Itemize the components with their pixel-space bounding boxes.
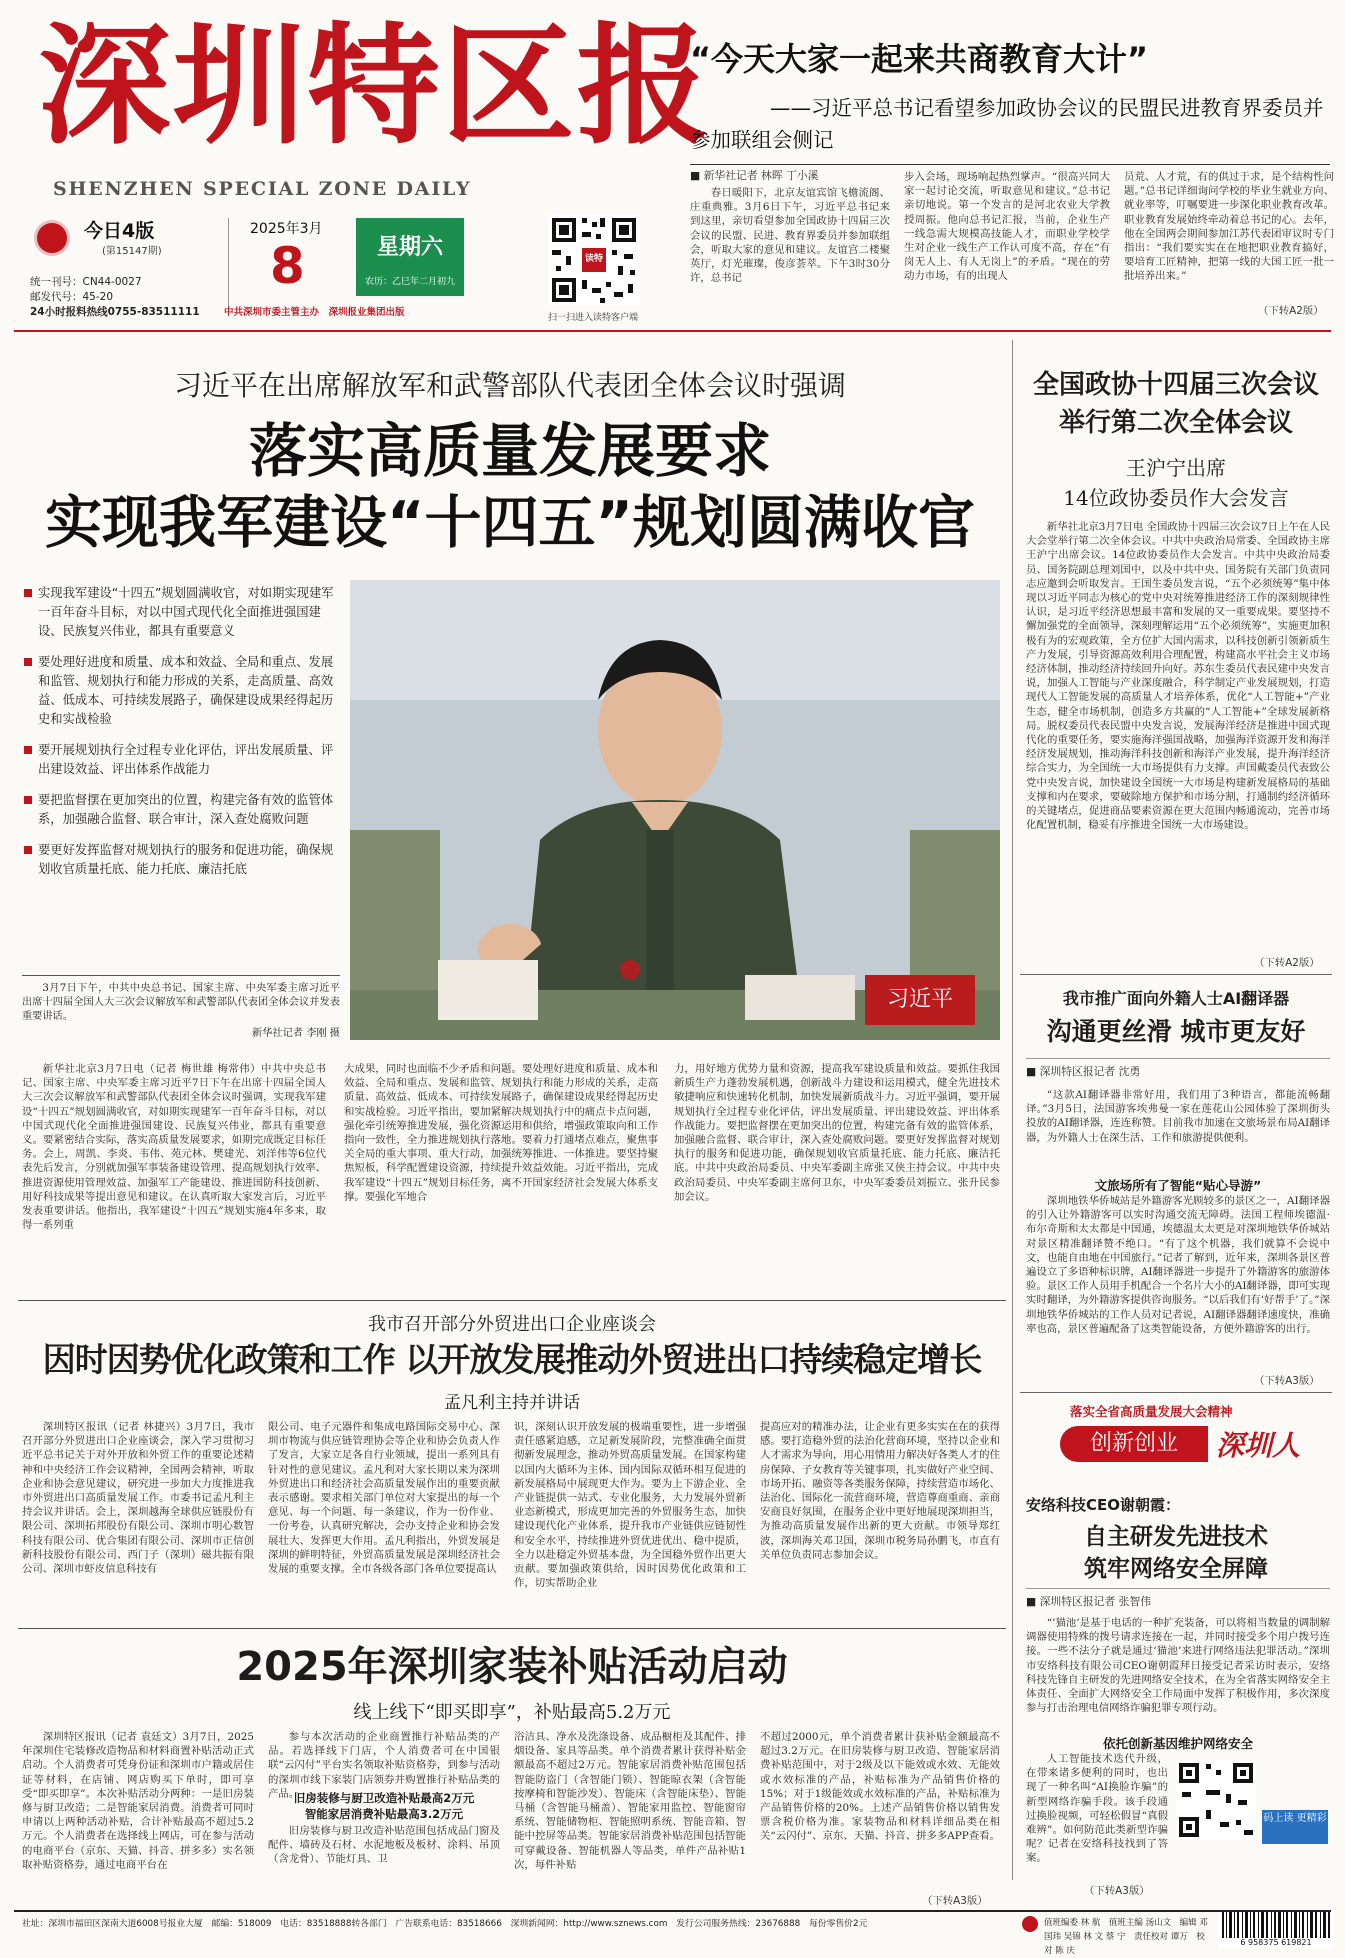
masthead-title: 深圳特区报 (38, 9, 712, 162)
barcode-icon (1218, 1912, 1334, 1938)
subsidy-headline: 2025年深圳家装补贴活动启动 (236, 1644, 788, 1690)
cyber-banner-line-1: 落实全省高质量发展大会精神 (1070, 1404, 1233, 1419)
masthead-qr-code[interactable] (548, 214, 640, 306)
nameplate-text: 习近平 (886, 987, 953, 1012)
trade-col4: 提高应对的精准办法，让企业有更多实实在在的获得感。要打造稳外贸的法治化营商环境，坚持以企业和人才需求为导向，用心用情用力解决好各类人才的住房保障、子女教育等关键事项，扎实做好产业空间、市场开拓、融资等各类服务保障，持续营造市场化、法治化、国际化一流营商环境，营造尊商重商、亲商安商良好氛围，在服务企业中更好地展现深圳担当，为推动高质量发展作出新的更大贡献。市领导郑红波，深圳海关邓卫国，深圳市税务局孙鹏飞，市直有关单位负责同志参加会议。 (760, 1421, 1000, 1561)
trade-kicker: 我市召开部分外贸进出口企业座谈会 (368, 1314, 656, 1335)
subsidy-col2b: 旧房装修与厨卫改造补贴范围包括成品门窗及配件、墙砖及石材、水泥地板及板材、涂料、吊顶（含龙骨）、节能灯具、卫 (268, 1825, 500, 1866)
top-story-col2: 步入会场，现场响起热烈掌声。“很高兴同大家一起讨论交流，听取意见和建议。”总书记亲切地说。第一个发言的是河北农业大学教授周振。他向总书记汇报，当前，企业生产一线急需大规模高技能人才，而职业学校学生对企业一线生产工作认可度不高，存在“有岗无人上、有人无岗上”的矛盾。“现在的劳动力市场，有的出现人 (904, 171, 1110, 283)
lead-bullets (22, 584, 340, 891)
speaker-photo-illustration (350, 580, 1000, 1040)
lead-headline-2: 实现我军建设“十四五”规划圆满收官 (45, 490, 975, 556)
trade-col1: 深圳特区报讯（记者 林捷兴）3月7日，我市召开部分外贸进出口企业座谈会，深入学习贯彻习近平总书记关于对外开放和外贸工作的重要论述精神和中央经济工作会议精神，全国两会精神，听取企业和协会意见建议，研究进一步加大力度推进我市外贸进出口高质量发展工作。市委书记孟凡利主持会议并讲话。会上，深圳越海全球供应链股份有限公司、深圳拓邦股份有限公司、深圳市明心数智科技有限公司、优合集团有限公司、深圳市正信创新科技股份有限公司、西门子（深圳）磁共振有限公司、深圳市虾皮信息科技有 (22, 1421, 254, 1576)
subsidy-col4: 不超过2000元，单个消费者累计获补贴金额最高不超过3.2万元。在旧房装修与厨卫改造、智能家居消费补贴范围中，对于2级及以下能效或水效、无能效或水效标准的产品，补贴标准为产品销售价格的15%；对于1级能效或水效标准的产品，补贴标准为产品销售价格的20%。上述产品销售价格以销售发票含税价格为准。家装物品和材料详细品类在相关“云闪付”、京东、天猫、抖音、拼多多APP查看。 (760, 1731, 1000, 1843)
cyber-headline-1: 自主研发先进技术 (1084, 1524, 1268, 1550)
top-story-byline: ■ 新华社记者 林晖 丁小溪 (690, 168, 818, 184)
trade-headline: 因时因势优化政策和工作 以开放发展推动外贸进出口持续稳定增长 (42, 1340, 982, 1379)
ai-byline: ■ 深圳特区报记者 沈勇 (1026, 1064, 1140, 1080)
qr-center-label: 读特 (584, 254, 603, 264)
trade-sub: 孟凡利主持并讲话 (444, 1393, 580, 1413)
lead-photo-credit: 新华社记者 李刚 摄 (252, 1028, 340, 1039)
hotline: 24小时报料热线0755-83511111 (30, 306, 200, 318)
weekday-box (356, 218, 464, 296)
qr-caption: 扫一扫进入读特客户端 (548, 313, 639, 323)
weekday: 星期六 (376, 235, 443, 260)
top-story-headline: “今天大家一起来共商教育大计” (690, 40, 1149, 78)
cppcc-jump[interactable]: （下转A2版） (1254, 957, 1320, 969)
lead-kicker: 习近平在出席解放军和武警部队代表团全体会议时强调 (173, 369, 846, 402)
cppcc-body: 新华社北京3月7日电 全国政协十四届三次会议7日上午在人民大会堂举行第二次全体会议。中共中央政治局常委、全国政协主席王沪宁出席会议。14位政协委员作大会发言。中共中央政治局委员、国务院副总理刘国中，以及中共中央、国务院有关部门负责同志应邀到会听取发言。王国生委员发言说，“五个必须统筹”集中体现以习近平同志为核心的党中央对统筹推进经济工作的深刻规律性认识，是习近平经济思想最丰富和发展的又一重要成果。要坚持不懈加强党的全面领导，深刻理解运用“五个必须统筹”，实施更加积极有为的宏观政策，全方位扩大国内需求，以科技创新引领新质生产力发展，引导资源高效利用合理配置，构建高水平社会主义市场经济体制，推动经济持续回升向好。苏东生委员代表民建中央发言说，加强人工智能与产业深度融合，科学制定产业发展规划，打造现代人工智能发展的高质量人才培养体系，优化“人工智能+”产业生态，健全市场机制，创造多方共赢的“人工智能+”全球发展新格局。脱权委员代表民盟中央发言说，发展海洋经济是推进中国式现代化的重要任务，要实施海洋强国战略，加强海洋资源开发和海洋经济发展规划，推动海洋科技创新和海洋产业发展，提升海洋经济综合实力，为全国统一大市场提供有力支撑。声国戴委员代表致公党中央发言说，加快建设全国统一大市场是构建新发展格局的基础支撑和内在要求，要破除地方保护和市场分割，打通制约经济循环的关键堵点，促进商品要素资源在更大范围内畅通流动，完善市场化配置机制，稳妥有序推进全国统一大市场建设。 (1026, 521, 1330, 832)
masthead-english: SHENZHEN SPECIAL ZONE DAILY (53, 178, 472, 200)
top-story-subhead: ——习近平总书记看望参加政协会议的民盟民进教育界委员并参加联组会侧记 (690, 96, 1324, 152)
cyber-banner (1040, 1402, 1322, 1474)
cppcc-sub-1: 王沪宁出席 (1126, 456, 1226, 480)
cyber-byline: ■ 深圳特区报记者 张智伟 (1026, 1594, 1151, 1610)
trade-col2: 限公司、电子元器件和集成电路国际交易中心、深圳市物流与供应链管理协会等企业和协会负责人作了发言，大家立足各自行业领域，提出一系列具有针对性的意见建议。孟凡利对大家长期以来为深圳外贸进出口和经济社会高质量发展作出的重要贡献表示感谢。要求相关部门单位对大家提出的每一个意见、每一个问题、每一条建议，作为一份作业、一份考卷，认真研究解决，会办支持企业和协会发展壮大、发挥更大作用。孟凡利指出，外贸发展是深圳的鲜明特征，外贸高质量发展是深圳经济社会发展的重要支撑。全市各级各部门各单位要提高认 (268, 1421, 500, 1576)
cppcc-headline-1: 全国政协十四届三次会议 (1032, 370, 1319, 400)
qr-code-icon (1176, 1760, 1256, 1840)
cyber-jump[interactable]: （下转A3版） (1084, 1885, 1150, 1897)
footer-staff: 值班编委 林 航 值班主编 汤山文 编辑 邓国玮 吴锦 林 文 蔡 宁 责任校对 谭万 校对 陈 庆 (1044, 1918, 1208, 1956)
subsidy-col3: 浴洁具、净水及洗涤设备、成品橱柜及其配件、排烟设备、家具等品类。单个消费者累计获得补贴金额最高不超过2万元。智能家居消费补贴范围包括智能防盗门（含智能门锁）、智能晾衣架（含智能按摩椅和智能沙发）、智能床（含智能床垫）、智能马桶（含智能马桶盖）、智能家用监控、智能窗帘系统、智能储物柜、智能照明系统、智能音箱、智能中控屏等品类。智能家居消费补贴范围包括智能可穿戴设备、智能机器人等品类，单件产品补贴1次，每件补贴 (514, 1731, 746, 1871)
cyber-banner-line-2: 创新创业 (1089, 1431, 1178, 1456)
ai-subhead: 文旅场所有了智能“贴心导游” (1094, 1178, 1262, 1193)
reg-number: 统一刊号：CN44-0027 (30, 276, 142, 288)
lead-photo-caption: 3月7日下午，中共中央总书记、国家主席、中央军委主席习近平出席十四届全国人大三次会议解放军和武警部队代表团全体会议并发表重要讲话。 (22, 983, 340, 1022)
ai-body-1: “这款AI翻译器非常好用，我们用了3种语言，都能流畅翻译。”3月5日，法国游客埃弗曼一家在莲花山公园体验了深圳街头投放的AI翻译器，连连称赞。目前我市加速在文旅场景布局AI翻译器，为外籍人士在深生活、工作和旅游提供便利。 (1026, 1089, 1330, 1144)
post-code: 邮发代号：45-20 (30, 291, 114, 303)
barcode (1218, 1912, 1334, 1948)
date-day: 8 (270, 237, 305, 295)
cyber-body-1: “‘猫池’是基于电话的一种扩充装备，可以将相当数量的调制解调器使用特殊的拨号请求连接在一起，并同时接受多个用户拨号连接。一些不法分子就是通过‘猫池’来进行网络违法犯罪活动。”深圳市安络科技有限公司CEO谢朝霞拜日接受记者采访时表示，安络科技先锋自主研发的先进网络安全技术，在为全省落实网络安全主体责任、全面扩大网络安全工作局面中发挥了积极作用，多次深度参与打击治理电信网络诈骗犯罪专项行动。 (1026, 1617, 1330, 1715)
edition-logo-icon (34, 220, 70, 256)
subsidy-col2-sub-2: 智能家居消费补贴最高3.2万元 (304, 1807, 464, 1821)
subsidy-sub: 线上线下“即买即享”，补贴最高5.2万元 (353, 1702, 671, 1723)
edition-count: 今日4版 (84, 220, 155, 242)
cyber-headline-2: 筑牢网络安全屏障 (1084, 1556, 1268, 1582)
top-story-col1: 春日暖阳下，北京友谊宾馆飞檐流阁、庄重典雅。3月6日下午，习近平总书记来到这里，亲切看望参加全国政协十四届三次会议的民盟、民进、教育界委员并参加联组会，听取大家的意见和建议。友谊宫二楼聚英厅，灯光璀璨，俊彦荟萃。下午3时30分许，总书记 (690, 187, 890, 285)
cyber-qr-label-text: 码上读 更精彩 (1263, 1813, 1327, 1824)
cppcc-headline-2: 举行第二次全体会议 (1058, 408, 1293, 438)
issue-number: (第15147期) (102, 246, 162, 257)
cyber-qr-code[interactable] (1176, 1760, 1256, 1840)
lead-body-col3: 力，用好地方优势力量和资源，提高我军建设质量和效益。要抓住我国新质生产力蓬勃发展机遇，创新战斗力建设和运用模式，健全先进技术敏捷响应和快速转化机制，加快发展新质战斗力。习近平强调，要开展规划执行全过程专业化评估，评出发展质量、评出建设效益、评出体系作战能力。要把监督摆在更加突出的位置，构建完备有效的监管体系，加强融合监督、联合审计，深入查处腐败问题。要更好发挥监督对规划执行的服务和促进功能，确保规划收官质量托底、能力托底、廉洁托底。中共中央政治局委员、中央军委副主席张又侠主持会议。中共中央政治局委员、中央军委副主席何卫东，中央军委委员刘振立、张升民参加会议。 (674, 1063, 1000, 1203)
cyber-banner-line-3: 深圳人 (1216, 1429, 1301, 1462)
lead-photo (350, 580, 1000, 1040)
lead-body-col1: 新华社北京3月7日电（记者 梅世雄 梅常伟）中共中央总书记、国家主席、中央军委主席习近平7日下午在出席十四届全国人大三次会议解放军和武警部队代表团全体会议时强调，实现我军建设“十四五”规划圆满收官，对如期实现建军一百年奋斗目标，对以中国式现代化全面推进强国建设、民族复兴伟业，都具有重要意义。要紧密结合实际，落实高质量发展要求，如期完成既定目标任务。会上，周凯、李炎、韦伟、苑元林、樊建光、刘洋伟等6位代表先后发言，分别就加强军事装备建设管理、提高规划执行效率、推进资源使用管理效益、加强军工产能建设、推进国防科技创新、用好科技成果等提出意见和建议。在认真听取大家发言后，习近平发表重要讲话。他指出，我军建设“十四五”规划实施4年多来，取得一系列重 (22, 1063, 326, 1232)
cyber-subhead: 依托创新基因维护网络安全 (1102, 1736, 1253, 1751)
lunar-date: 农历：乙巳年二月初九 (364, 277, 455, 287)
ai-body-2: 深圳地铁华侨城站是外籍游客光顾较多的景区之一，AI翻译器的引入让外籍游客可以实时沟通交流无障碍。法国工程师埃德温·布尔奇斯和太太都是中国通，埃德温太太更是对深圳地铁华侨城站对景区精准翻译赞不绝口。“有了这个机器，我们就算不会说中文，也能自由地在中国旅行。”记者了解到，近年来，深圳各景区普遍设立了多语种标识牌，AI翻译器进一步提升了外籍游客的旅游体验。景区工作人员用手机配合一个名片大小的AI翻译器，即可实现实时翻译，为外籍游客提供咨询服务。“以后我们有‘好帮手’了。”深圳地铁华侨城站的工作人员对记者说，AI翻译器翻译速度快，准确率也高，景区普遍配备了这类智能设备，方便外籍游客的出行。 (1026, 1195, 1330, 1335)
nameplate (865, 975, 975, 1025)
top-story-col3: 员荒、人才荒，有的供过于求，是个结构性问题。”总书记详细询问学校的毕业生就业方向、就业率等，叮嘱要进一步深化职业教育改革。职业教育发展始终牵动着总书记的心。去年，他在全国两会期间参加江苏代表团审议时专门指出：“我们要实实在在地把职业教育搞好，要培育工匠精神，把第一线的大国工匠一批一批培养出来。” (1124, 171, 1334, 283)
lead-bullet: 要更好发挥监督对规划执行的服务和促进功能，确保规划收官质量托底、能力托底、廉洁托底 (22, 841, 340, 879)
subsidy-col1: 深圳特区报讯（记者 袁廷文）3月7日，2025年深圳住宅装修改造物品和材料商置补贴活动正式启动。个人消费者可凭身份证和深圳市户籍或居住证等材料，在店铺、网店购买下单时，即可享受“即买即享”。本次补贴活动分两种：一是旧房装修与厨卫改造；二是智能家居消费。消费者可同时申请以上两种活动补贴，合计补贴最高不超过5.2万元。个人消费者在选择线上网店，可在参与活动的电商平台（京东、天猫、抖音、拼多多）实名领取补贴资格券，通过电商平台在 (22, 1731, 254, 1871)
subsidy-jump[interactable]: （下转A3版） (922, 1895, 988, 1907)
footer-imprint: 社址：深圳市福田区深南大道6008号报业大厦 邮编：518009 电话：83518888转各部门 广告联系电话：83518666 深圳新闻网：http://www.sznews.com 发行公司服务热线：23676888 每份零售价2元 (22, 1919, 868, 1929)
lead-body-col2: 大成果，同时也面临不少矛盾和问题。要处理好进度和质量、成本和效益、全局和重点、发展和监管、规划执行和能力形成的关系，走高质量、高效益、低成本、可持续发展路子，确保建设成果经得起历史和实战检验。习近平指出，要加紧解决规划执行中的痛点卡点问题，强化牵引统筹推进发展，强化资源运用和供给，增强政策取向和工作指向一致性，全力推进规划执行落地。要着力打通堵点难点，聚焦事关全局的重大事项、重大行动，加强统筹推进、一体推进。要坚持聚焦短板，科学配置建设资源，持续提升效益效能。习近平指出，完成我军建设“十四五”规划目标任务，离不开国家经济社会发展大体系支撑。要强化军地合 (344, 1063, 658, 1203)
lead-bullet: 要开展规划执行全过程专业化评估，评出发展质量、评出建设效益、评出体系作战能力 (22, 741, 340, 779)
footer-logo-icon (1022, 1916, 1038, 1932)
subsidy-col2: 参与本次活动的企业商置推行补贴品类的产品。若选择线下门店，个人消费者可在中国银联“云闪付”平台实名领取补贴资格券，到参与活动的深圳市线下家装门店领券并购置推行补贴品类的产品。 (268, 1731, 500, 1800)
lead-bullet: 实现我军建设“十四五”规划圆满收官，对如期实现建军一百年奋斗目标，对以中国式现代化全面推进强国建设、民族复兴伟业，都具有重要意义 (22, 584, 340, 641)
lead-bullet: 要把监督摆在更加突出的位置，构建完备有效的监管体系，加强融合监督、联合审计，深入查处腐败问题 (22, 791, 340, 829)
cyber-kicker: 安络科技CEO谢朝霞： (1026, 1496, 1181, 1514)
cyber-banner-red (1060, 1426, 1208, 1462)
cyber-qr-label (1262, 1810, 1328, 1844)
date-year-month: 2025年3月 (250, 221, 323, 237)
ai-kicker: 我市推广面向外籍人士AI翻译器 (1062, 989, 1290, 1008)
subsidy-col2-sub: 旧房装修与厨卫改造补贴最高2万元 (293, 1791, 475, 1805)
trade-col3: 识，深刻认识开放发展的极端重要性，进一步增强责任感紧迫感，立足新发展阶段，完整准确全面贯彻新发展理念，推动外贸高质量发展。在国家构建以国内大循环为主体、国内国际双循环相互促进的新发展格局中展现更大作为。要为上下游企业、全产业链提供一站式、专业化服务，大力发展外贸新业态新模式，形成更加完善的外贸服务生态，加快建设现代化产业体系，提升我市产业链供应链韧性和安全水平，持续推进外贸优进优出、稳中提质，全力以赴稳定外贸基本盘，为全国稳外贸作出更大贡献。要加强政策供给，因时因势优化政策和工作，切实帮助企业 (514, 1421, 746, 1590)
barcode-number: 6 958375 619821 (1240, 1938, 1312, 1947)
ai-jump[interactable]: （下转A3版） (1254, 1375, 1320, 1387)
cyber-body-2: 人工智能技术迭代升级，在带来诸多便利的同时，也出现了一种名叫“AI换脸诈骗”的新型网络诈骗手段。该手段通过换脸视频，可轻松假冒“真假难辨”。如何防范此类新型诈骗呢？记者在安络科技找到了答案。 (1026, 1753, 1168, 1865)
lead-photo-caption-box (22, 975, 340, 1045)
sponsor-line: 中共深圳市委主管主办 深圳报业集团出版 (224, 307, 405, 318)
ai-headline: 沟通更丝滑 城市更友好 (1046, 1017, 1306, 1046)
cppcc-sub-2: 14位政协委员作大会发言 (1063, 486, 1289, 510)
top-story-jump[interactable]: （下转A2版） (1258, 305, 1324, 317)
lead-headline-1: 落实高质量发展要求 (248, 417, 771, 485)
lead-bullet: 要处理好进度和质量、成本和效益、全局和重点、发展和监管、规划执行和能力形成的关系，走高质量、高效益、低成本、可持续发展路子，确保建设成果经得起历史和实战检验 (22, 653, 340, 729)
